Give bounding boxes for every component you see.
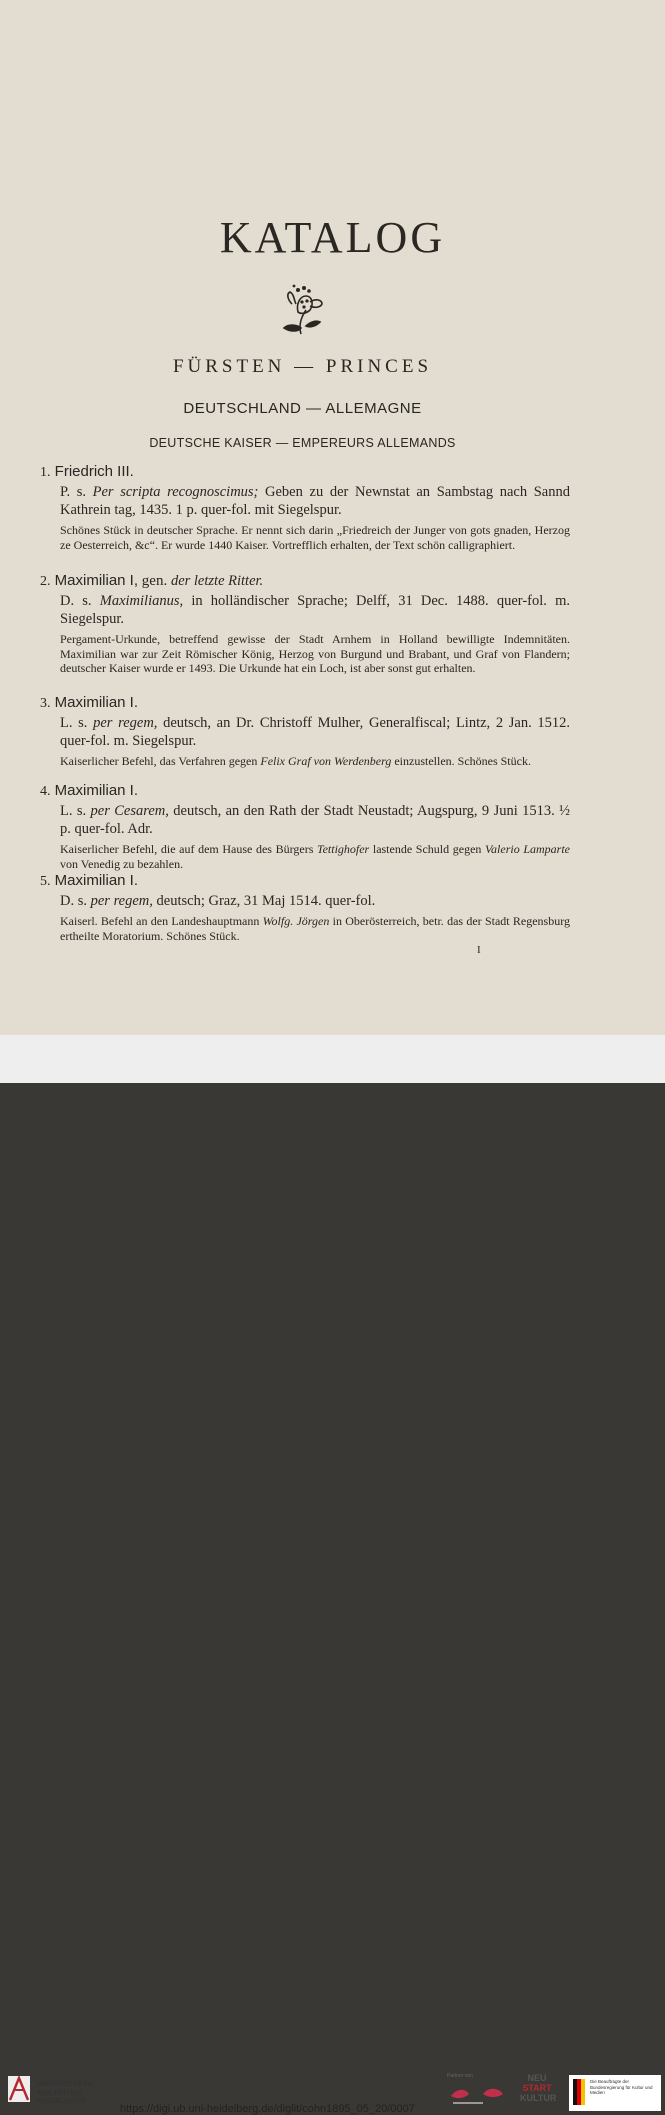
- university-logo-icon[interactable]: [8, 2076, 30, 2102]
- flower-ornament-icon: [276, 282, 326, 340]
- federal-eagle-icon: [573, 2079, 587, 2105]
- entry-description: L. s. per Cesarem, deutsch, an den Rath der Stadt Neustadt; Augspurg, 9 Juni 1513. ½ p. quer-fol. Adr.: [60, 803, 571, 837]
- university-name[interactable]: UNIVERSITÄTS- BIBLIOTHEK HEIDELBERG: [37, 2079, 95, 2105]
- entry-number: 4.: [40, 784, 51, 799]
- page-number: I: [477, 944, 481, 956]
- catalog-entry: 2. Maximilian I, gen. der letzte Ritter. D. s. Maximilianus, in holländischer Sprache; Delff, 31 Dec. 1488. quer-fol. m. Siegelspur. Pergament-Urkunde, betreffend gewisse der Stadt Arnhem in Holland bewilligte Indemnitäten. Maximilian war zur Zeit Römischer König, Herzog von Burgund und Brabant, und Graf von Flandern; deutscher Kaiser wurde er 1493. Die Urkunde hat ein Loch, ist aber sonst gut erhalten.: [40, 572, 571, 675]
- catalog-entry: [40, 463, 570, 552]
- catalog-title: KATALOG: [219, 213, 446, 262]
- entry-name: Maximilian I.: [54, 694, 139, 711]
- entry-description: D. s. Maximilianus, in holländischer Sprache; Delff, 31 Dec. 1488. quer-fol. m. Siegelspur.: [60, 593, 571, 627]
- document-url[interactable]: https://digi.ub.uni-heidelberg.de/diglit/cohn1895_05_20/0007: [120, 2103, 415, 2115]
- entry-note: Pergament-Urkunde, betreffend gewisse der Stadt Arnhem in Holland bewilligte Indemnitäten. Maximilian war zur Zeit Römischer König, Herzog von Burgund und Brabant, und Graf von Flandern; deutscher Kaiser wurde er 1493. Die Urkunde hat ein Loch, ist aber sonst gut erhalten.: [60, 632, 570, 675]
- document-page: [0, 0, 665, 1035]
- viewer-footer: [0, 1035, 665, 2115]
- entry-number: 3.: [40, 696, 51, 711]
- catalog-entry: [40, 782, 570, 871]
- entry-number: 1.: [40, 465, 51, 480]
- entry-note: Kaiserlicher Befehl, das Verfahren gegen Felix Graf von Werdenberg einzustellen. Schönes Stück.: [60, 754, 531, 768]
- entry-name: Friedrich III.: [54, 463, 134, 480]
- catalog-entry: [40, 872, 570, 943]
- entry-note: Schönes Stück in deutscher Sprache. Er nennt sich darin „Friedreich der Junger von gots gnaden, Herzog ze Oesterreich, &c“. Er wurde 1440 Kaiser. Vortrefflich erhalten, der Text schön calligraphiert.: [60, 523, 570, 552]
- entry-note: Kaiserlicher Befehl, die auf dem Hause des Bürgers Tettighofer lastende Schuld gegen Valerio Lamparte von Venedig zu bezahlen.: [60, 842, 570, 871]
- partner-label: Partner von: [447, 2073, 473, 2079]
- entry-description: D. s. per regem, deutsch; Graz, 31 Maj 1514. quer-fol.: [60, 893, 376, 909]
- section-heading-germany: DEUTSCHLAND — ALLEMAGNE: [183, 400, 422, 417]
- entry-number: 5.: [40, 874, 51, 889]
- neustart-kultur-logo[interactable]: NEU START KULTUR: [520, 2073, 557, 2103]
- entry-name: Maximilian I.: [54, 872, 139, 889]
- section-heading-emperors: DEUTSCHE KAISER — EMPEREURS ALLEMANDS: [149, 436, 456, 450]
- entry-description: P. s. Per scripta recognoscimus; Geben zu der Newnstat an Sambstag nach Sannd Kathrein tag, 1435. 1 p. quer-fol. mit Siegelspur.: [60, 484, 570, 518]
- catalog-entry: [40, 694, 570, 769]
- partner-logo-icon[interactable]: [447, 2082, 507, 2106]
- entry-description: L. s. per regem, deutsch, an Dr. Christoff Mulher, Generalfiscal; Lintz, 2 Jan. 1512. quer-fol. m. Siegelspur.: [60, 715, 571, 749]
- entry-note: Kaiserl. Befehl an den Landeshauptmann Wolfg. Jörgen in Oberösterreich, betr. das der Stadt Regensburg ertheilte Moratorium. Schönes Stück.: [60, 914, 570, 943]
- entry-number: 2.: [40, 574, 51, 589]
- entry-name: Maximilian I,: [54, 572, 139, 589]
- federal-government-text: Die Beauftragte der Bundesregierung für Kultur und Medien: [590, 2079, 653, 2095]
- entry-name: Maximilian I.: [54, 782, 139, 799]
- section-heading-princes: FÜRSTEN — PRINCES: [172, 356, 433, 377]
